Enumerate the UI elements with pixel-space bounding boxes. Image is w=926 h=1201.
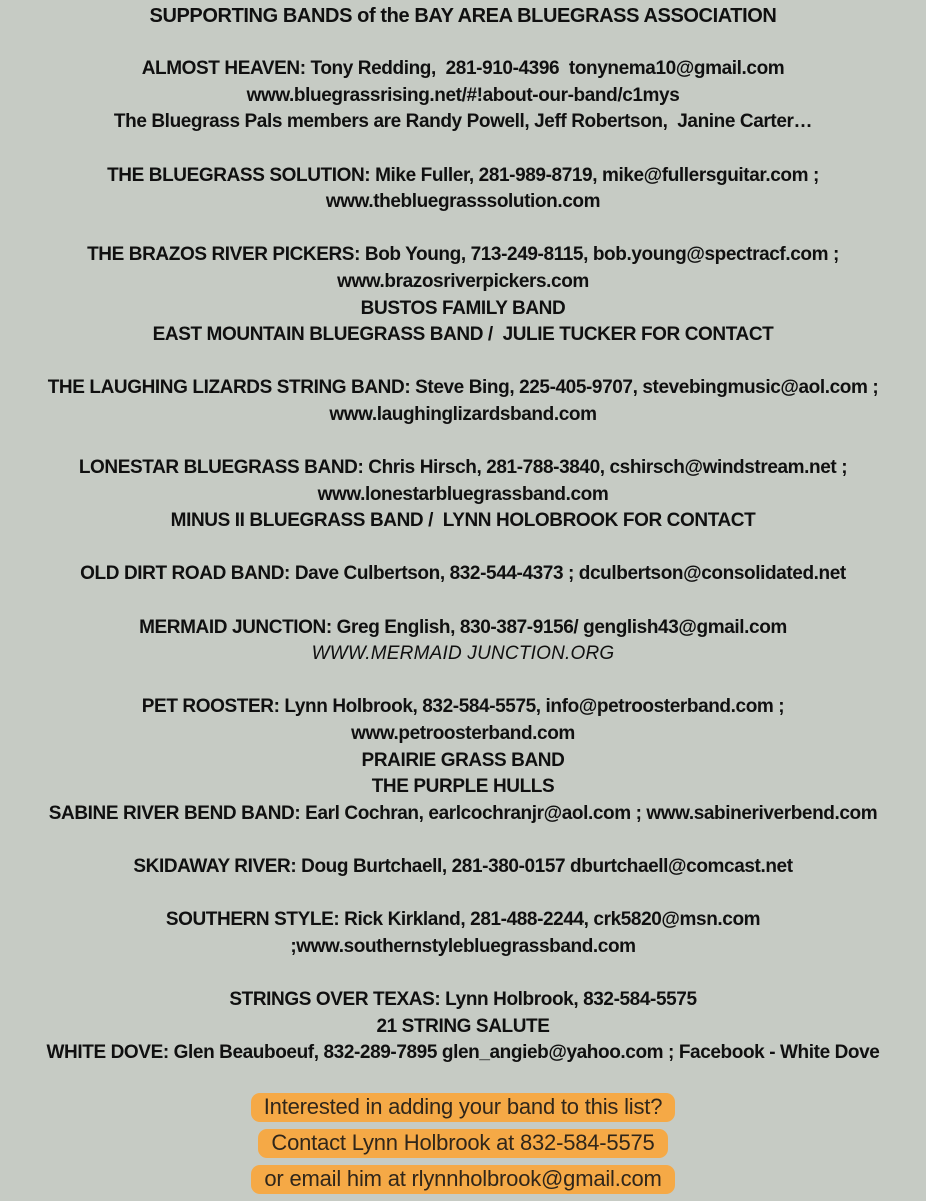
band-line: THE PURPLE HULLS [371, 776, 555, 798]
band-line: PRAIRIE GRASS BAND [361, 749, 565, 771]
band-line: SABINE RIVER BEND BAND: Earl Cochran, earlcochranjr@aol.com ; www.sabineriverbend.com [48, 802, 878, 824]
notice-line-3: or email him at rlynnholbrook@gmail.com [251, 1165, 674, 1194]
band-paragraph [0, 242, 926, 348]
notice-row [0, 1165, 926, 1201]
band-line: PET ROOSTER: Lynn Holbrook, 832-584-5575, info@petroosterband.com ; [141, 696, 785, 718]
band-line: www.bluegrassrising.net/#!about-our-band/c1mys [246, 84, 680, 106]
band-website-italic: WWW.MERMAID JUNCTION.ORG [311, 643, 615, 665]
band-paragraph [0, 615, 926, 668]
band-line: The Bluegrass Pals members are Randy Powell, Jeff Robertson, Janine Carter… [113, 111, 813, 133]
band-line: EAST MOUNTAIN BLUEGRASS BAND / JULIE TUCKER FOR CONTACT [152, 324, 774, 346]
band-line: www.petroosterband.com [351, 723, 575, 745]
band-line: SOUTHERN STYLE: Rick Kirkland, 281-488-2244, crk5820@msn.com [165, 909, 761, 931]
band-line: THE BLUEGRASS SOLUTION: Mike Fuller, 281-989-8719, mike@fullersguitar.com ; [107, 164, 819, 186]
band-line: OLD DIRT ROAD BAND: Dave Culbertson, 832-544-4373 ; dculbertson@consolidated.net [80, 563, 846, 585]
band-paragraph [0, 56, 926, 136]
band-line: www.laughinglizardsband.com [329, 403, 597, 425]
band-paragraph [0, 854, 926, 881]
band-line: www.brazosriverpickers.com [337, 270, 589, 292]
band-paragraph [0, 163, 926, 216]
band-paragraph [0, 694, 926, 827]
band-paragraph [0, 375, 926, 428]
band-line: THE LAUGHING LIZARDS STRING BAND: Steve Bing, 225-405-9707, stevebingmusic@aol.com ; [47, 377, 879, 399]
band-line: ALMOST HEAVEN: Tony Redding, 281-910-4396 tonynema10@gmail.com [141, 58, 785, 80]
band-line: ;www.southernstylebluegrassband.com [290, 935, 636, 957]
band-line: SKIDAWAY RIVER: Doug Burtchaell, 281-380-0157 dburtchaell@comcast.net [133, 856, 793, 877]
band-line: www.thebluegrasssolution.com [325, 191, 601, 213]
band-line: MINUS II BLUEGRASS BAND / LYNN HOLOBROOK FOR CONTACT [170, 510, 756, 532]
band-paragraph [0, 455, 926, 535]
notice-row [0, 1093, 926, 1129]
band-line: STRINGS OVER TEXAS: Lynn Holbrook, 832-584-5575 [229, 988, 697, 1010]
notice-row [0, 1129, 926, 1165]
band-paragraph [0, 987, 926, 1067]
band-line: www.lonestarbluegrassband.com [317, 483, 609, 505]
band-line: LONESTAR BLUEGRASS BAND: Chris Hirsch, 281-788-3840, cshirsch@windstream.net ; [78, 457, 848, 479]
band-line: WHITE DOVE: Glen Beauboeuf, 832-289-7895 glen_angieb@yahoo.com ; Facebook - White Dove [46, 1042, 880, 1064]
band-line: 21 STRING SALUTE [376, 1015, 550, 1037]
notice-line-1: Interested in adding your band to this list? [251, 1093, 675, 1122]
add-band-notice [0, 1093, 926, 1200]
band-paragraph [0, 561, 926, 588]
notice-line-2: Contact Lynn Holbrook at 832-584-5575 [258, 1129, 667, 1158]
band-line: MERMAID JUNCTION: Greg English, 830-387-9156/ genglish43@gmail.com [139, 616, 787, 638]
band-paragraph [0, 907, 926, 960]
band-line: THE BRAZOS RIVER PICKERS: Bob Young, 713-249-8115, bob.young@spectracf.com ; [87, 244, 839, 266]
band-list [0, 56, 926, 1067]
band-line: BUSTOS FAMILY BAND [360, 297, 566, 319]
page-title: SUPPORTING BANDS of the BAY AREA BLUEGRASS ASSOCIATION [149, 5, 777, 27]
